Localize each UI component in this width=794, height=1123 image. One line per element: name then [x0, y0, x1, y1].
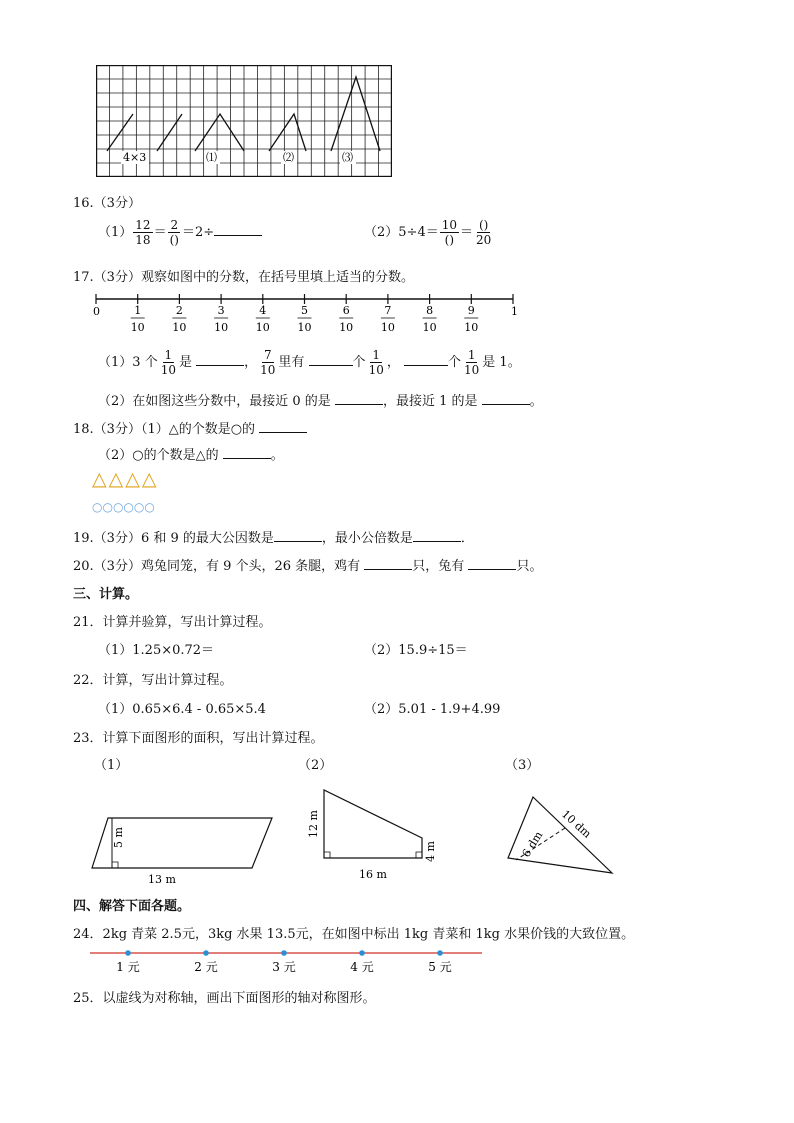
price-tick-dot [203, 950, 209, 956]
q23-heading: 23．计算下面图形的面积，写出计算过程。 [73, 731, 324, 746]
q18-line2: （2）○的个数是△的 。 [98, 444, 284, 463]
axis-frac-den: 10 [339, 321, 354, 334]
axis-frac-den: 10 [255, 321, 270, 334]
q22-heading: 22．计算，写出计算过程。 [73, 673, 233, 688]
grid-shape-1b [195, 114, 244, 151]
grid-shape-example [107, 114, 133, 151]
q20-blank-2[interactable] [468, 556, 516, 570]
q23-trapezoid [305, 786, 445, 886]
price-tick-dot [125, 950, 131, 956]
axis-frac-num: 3 [217, 304, 225, 317]
price-tick-dot [359, 950, 365, 956]
q25-text: 25．以虚线为对称轴，画出下面图形的轴对称图形。 [73, 991, 376, 1006]
q23-fig2-bottom: 16 m [359, 868, 387, 881]
q21-heading: 21．计算并验算，写出计算过程。 [73, 615, 272, 630]
price-tick-label: 1 元 [116, 960, 140, 974]
q17-blank-3[interactable] [404, 352, 448, 366]
q22-part2: （2）5.01 - 1.9+4.99 [364, 702, 501, 717]
price-tick-label: 4 元 [350, 960, 374, 974]
axis-frac-den: 10 [422, 321, 437, 334]
grid-shape-2 [269, 114, 306, 151]
q19-blank-2[interactable] [413, 528, 461, 542]
q21-part1: （1）1.25×0.72＝ [98, 643, 215, 658]
q18-blank-1[interactable] [259, 419, 307, 433]
q18-circles: ○○○○○○ [92, 500, 155, 514]
price-tick-dot [437, 950, 443, 956]
q23-label-3: （3） [505, 758, 540, 773]
grid-shape-1a [157, 114, 182, 151]
axis-frac-den: 10 [172, 321, 187, 334]
q22-part1: （1）0.65×6.4 - 0.65×5.4 [98, 702, 266, 717]
q23-label-2: （2） [298, 758, 333, 773]
q16-part2: （2）5÷4＝ $\frac{10}{()}$ ＝ $\frac{()}{20}$ [364, 218, 492, 247]
q17-blank-5[interactable] [482, 391, 530, 405]
q17-blank-1[interactable] [196, 352, 244, 366]
axis-frac-num: 7 [384, 304, 392, 317]
axis-frac-num: 9 [467, 304, 475, 317]
q19-blank-1[interactable] [274, 528, 322, 542]
axis-frac-den: 10 [214, 321, 229, 334]
q23-fig1-height: 5 m [112, 827, 125, 848]
price-tick-label: 3 元 [272, 960, 296, 974]
q21-part2: （2）15.9÷15＝ [364, 643, 468, 658]
q23-fig3-side: 10 dm [558, 807, 594, 841]
q18-blank-2[interactable] [223, 445, 271, 459]
grid-label-1: ⑴ [206, 151, 217, 164]
grid-label-2: ⑵ [283, 151, 294, 164]
q16-part1: （1） $\frac{12}{18}$ ＝ $\frac{2}{()}$ ＝2÷ [98, 218, 262, 247]
q23-fig3-height: 6 dm [519, 828, 546, 860]
axis-label-start: 0 [93, 305, 100, 318]
grid-label-3: ⑶ [342, 151, 353, 164]
q24-price-line [88, 946, 484, 976]
axis-frac-num: 2 [175, 304, 183, 317]
q16-blank-1[interactable] [214, 222, 262, 236]
q17-number-line [88, 290, 520, 340]
axis-frac-num: 6 [342, 304, 350, 317]
axis-label-end: 1 [511, 305, 518, 318]
q23-fig2-right: 4 m [424, 841, 437, 862]
axis-frac-den: 10 [130, 321, 145, 334]
price-tick-label: 2 元 [194, 960, 218, 974]
q17-heading: 17.（3分）观察如图中的分数，在括号里填上适当的分数。 [73, 270, 414, 285]
q23-label-1: （1） [94, 758, 129, 773]
q17-part2: （2）在如图这些分数中，最接近 0 的是 ，最接近 1 的是 。 [98, 390, 543, 409]
q17-part1: （1）3 个 $\frac{1}{10}$ 是 ， $\frac{7}{10}$ 里有 个 $\frac{1}{10}$ ， 个 $\frac{1}{10}$ 是 1。 [98, 348, 521, 377]
section-4-title: 四、解答下面各题。 [73, 899, 191, 914]
q20: 20.（3分）鸡兔同笼，有 9 个头，26 条腿，鸡有 只，兔有 只。 [73, 555, 542, 574]
q23-parallelogram [88, 808, 278, 888]
q17-blank-4[interactable] [335, 391, 383, 405]
axis-frac-num: 8 [426, 304, 434, 317]
q18-line1: 18.（3分）（1）△的个数是○的 [73, 418, 307, 437]
q19: 19.（3分）6 和 9 的最大公因数是 ，最小公倍数是 ． [73, 527, 474, 546]
axis-frac-den: 10 [380, 321, 395, 334]
price-tick-dot [281, 950, 287, 956]
q20-blank-1[interactable] [364, 556, 412, 570]
axis-frac-num: 1 [134, 304, 142, 317]
q17-blank-2[interactable] [309, 352, 353, 366]
q16-heading: 16.（3分） [73, 196, 141, 211]
price-tick-label: 5 元 [428, 960, 452, 974]
axis-frac-num: 4 [259, 304, 267, 317]
grid-figure [96, 65, 392, 177]
grid-label-example: 4×3 [123, 151, 147, 164]
axis-frac-den: 10 [464, 321, 479, 334]
q23-triangle [500, 790, 620, 880]
axis-frac-den: 10 [297, 321, 312, 334]
section-3-title: 三、计算。 [73, 587, 139, 602]
q18-triangles: △△△△ [92, 468, 159, 490]
q23-fig2-left: 12 m [307, 810, 320, 838]
q24-text: 24．2kg 青菜 2.5元，3kg 水果 13.5元，在如图中标出 1kg 青菜和 1kg 水果价钱的大致位置。 [73, 927, 635, 942]
q23-fig1-base: 13 m [148, 873, 176, 886]
axis-frac-num: 5 [301, 304, 308, 317]
